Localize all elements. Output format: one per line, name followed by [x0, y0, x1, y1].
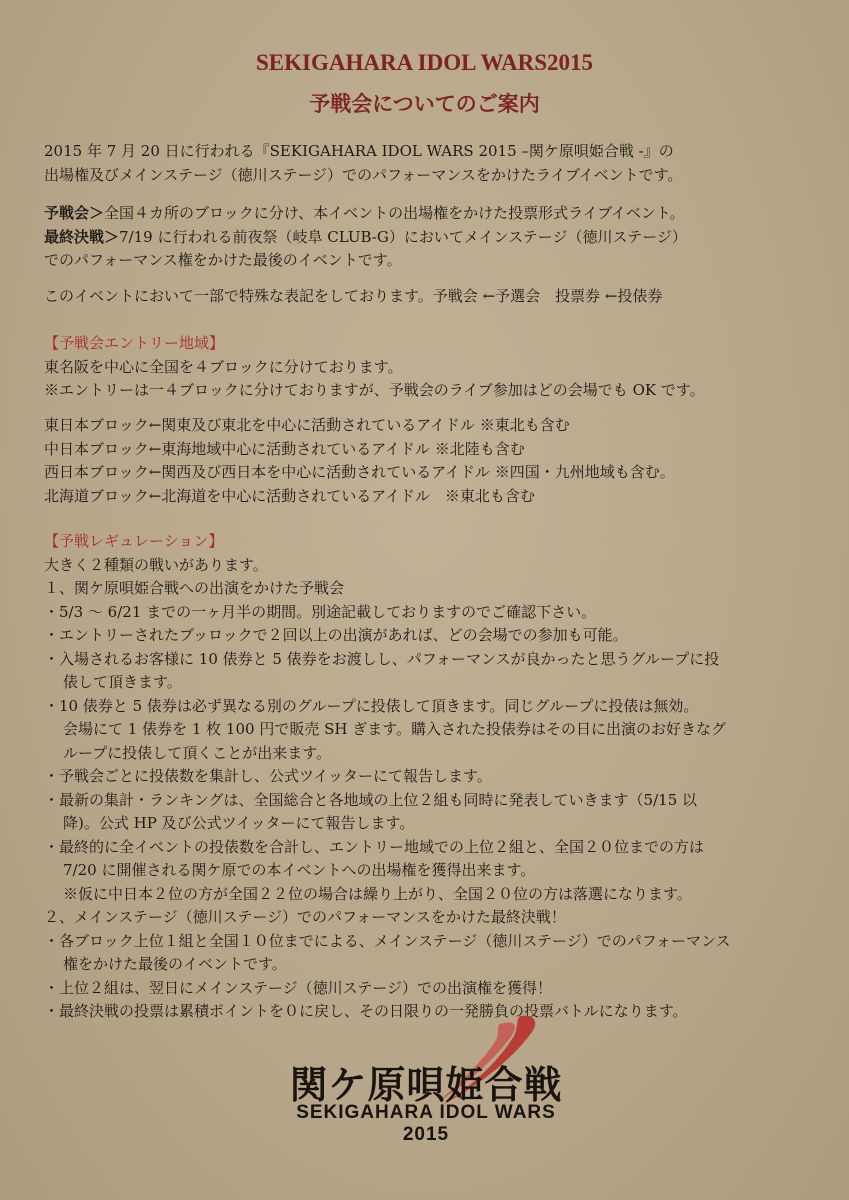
- page-title-japanese: 予戦会についてのご案内: [309, 91, 540, 116]
- regulation-line: 俵して頂きます。: [63, 673, 182, 691]
- regulation-line: 大きく２種類の戦いがあります。: [44, 555, 268, 574]
- regulation-line: 降)。公式 HP 及び公式ツイッターにて報告します。: [63, 814, 415, 832]
- notation-note: [44, 285, 834, 309]
- section-heading-regulation: 【予戦レギュレーション】: [44, 532, 224, 550]
- definition-yosenkai: [44, 202, 834, 226]
- regulation-line: ・最終決戦の投票は累積ポイントを０に戻し、その日限りの一発勝負の投票バトルになります。: [44, 1002, 688, 1020]
- regulation-line: 7/20 に開催される関ケ原での本イベントへの出場権を獲得出来ます。: [63, 861, 536, 879]
- section-heading-entry: 【予戦会エントリー地域】: [44, 334, 225, 352]
- regulation-line: ・エントリーされたブッロックで２回以上の出演があれば、どの会場での参加も可能。: [44, 626, 628, 644]
- entry-line: 東名阪を中心に全国を４ブロックに分けております。: [44, 357, 403, 376]
- entry-block-item: 西日本ブロック←関西及び西日本を中心に活動されているアイドル ※四国・九州地域も含む。: [44, 463, 675, 481]
- definition-text: 7/19 に行われる前夜祭（岐阜 CLUB-G）においてメインステージ（徳川ステージ）: [119, 227, 687, 246]
- entry-section: [44, 332, 834, 403]
- regulation-line: １、関ケ原唄姫合戦への出演をかけた予戦会: [44, 579, 345, 597]
- regulation-line: ・各ブロック上位１組と全国１０位までによる、メインステージ（徳川ステージ）でのパフォーマンス: [44, 931, 731, 950]
- regulation-line: 権をかけた最後のイベントです。: [63, 955, 287, 973]
- regulation-line: ・予戦会ごとに投俵数を集計し、公式ツイッターにて報告します。: [44, 767, 492, 785]
- regulation-line: 会場にて 1 俵券を 1 枚 100 円で販売 SH ぎます。購入された投俵券はその日に出演のお好きなグ: [63, 720, 727, 738]
- intro-paragraph: [44, 140, 834, 187]
- definition-final: [44, 226, 834, 250]
- definitions-paragraph: [44, 202, 834, 273]
- entry-block-item: 北海道ブロック←北海道を中心に活動されているアイドル ※東北も含む: [44, 486, 535, 505]
- intro-line: 出場権及びメインステージ（徳川ステージ）でのパフォーマンスをかけたライブイベントです。: [44, 165, 683, 184]
- logo-english: SEKIGAHARA IDOL WARS 2015: [296, 1102, 556, 1145]
- logo-kanji: 関ケ原唄姫合戦: [289, 1062, 563, 1107]
- regulation-line: ２、メインステージ（徳川ステージ）でのパフォーマンスをかけた最終決戦！: [44, 908, 566, 926]
- definition-text: 全国４カ所のブロックに分け、本イベントの出場権をかけた投票形式ライブイベント。: [104, 204, 685, 222]
- regulation-line: ・5/3 ～ 6/21 までの一ヶ月半の期間。別途記載しておりますのでご確認下さい。: [44, 602, 597, 621]
- definition-final-cont: でのパフォーマンス権をかけた最後のイベントです。: [44, 251, 402, 269]
- intro-line: 2015 年 7 月 20 日に行われる『SEKIGAHARA IDOL WARS 2015 –関ケ原唄姫合戦 -』の: [44, 142, 674, 160]
- regulation-line: ・最新の集計・ランキングは、全国総合と各地域の上位２組も同時に発表していきます（5/15 以: [44, 790, 698, 809]
- regulation-line: ループに投俵して頂くことが出来ます。: [63, 743, 332, 762]
- entry-block-item: 東日本ブロック←関東及び東北を中心に活動されているアイドル ※東北も含む: [44, 416, 570, 434]
- definition-label: 予戦会＞: [44, 204, 105, 222]
- regulation-line: ※仮に中日本２位の方が全国２２位の場合は繰り上がり、全国２０位の方は落選になります。: [63, 884, 692, 903]
- entry-block-item: 中日本ブロック←東海地域中心に活動されているアイドル ※北陸も含む: [44, 439, 525, 458]
- regulation-line: ・上位２組は、翌日にメインステージ（徳川ステージ）での出演権を獲得！: [44, 978, 553, 997]
- regulation-lines: [44, 554, 834, 1024]
- page-title-english: SEKIGAHARA IDOL WARS2015: [256, 50, 593, 75]
- regulation-line: ・10 俵券と 5 俵券は必ず異なる別のグループに投俵して頂きます。同じグループに投俵は無効。: [44, 696, 699, 715]
- regulation-line: ・最終的に全イベントの投俵数を合計し、エントリー地域での上位２組と、全国２０位までの方は: [44, 837, 705, 856]
- event-logo: [270, 1010, 590, 1145]
- regulation-line: ・入場されるお客様に 10 俵券と 5 俵券をお渡しし、パフォーマンスが良かったと思うグループに投: [44, 649, 720, 668]
- entry-blocks-list: [44, 414, 834, 508]
- notation-note-text: このイベントにおいて一部で特殊な表記をしております。予戦会 ←予選会 投票券 ←投俵券: [44, 287, 663, 305]
- regulation-section: [44, 530, 834, 1024]
- entry-line: ※エントリーは一４ブロックに分けておりますが、予戦会のライブ参加はどの会場でも OK です。: [44, 381, 705, 399]
- definition-label: 最終決戦＞: [44, 227, 120, 246]
